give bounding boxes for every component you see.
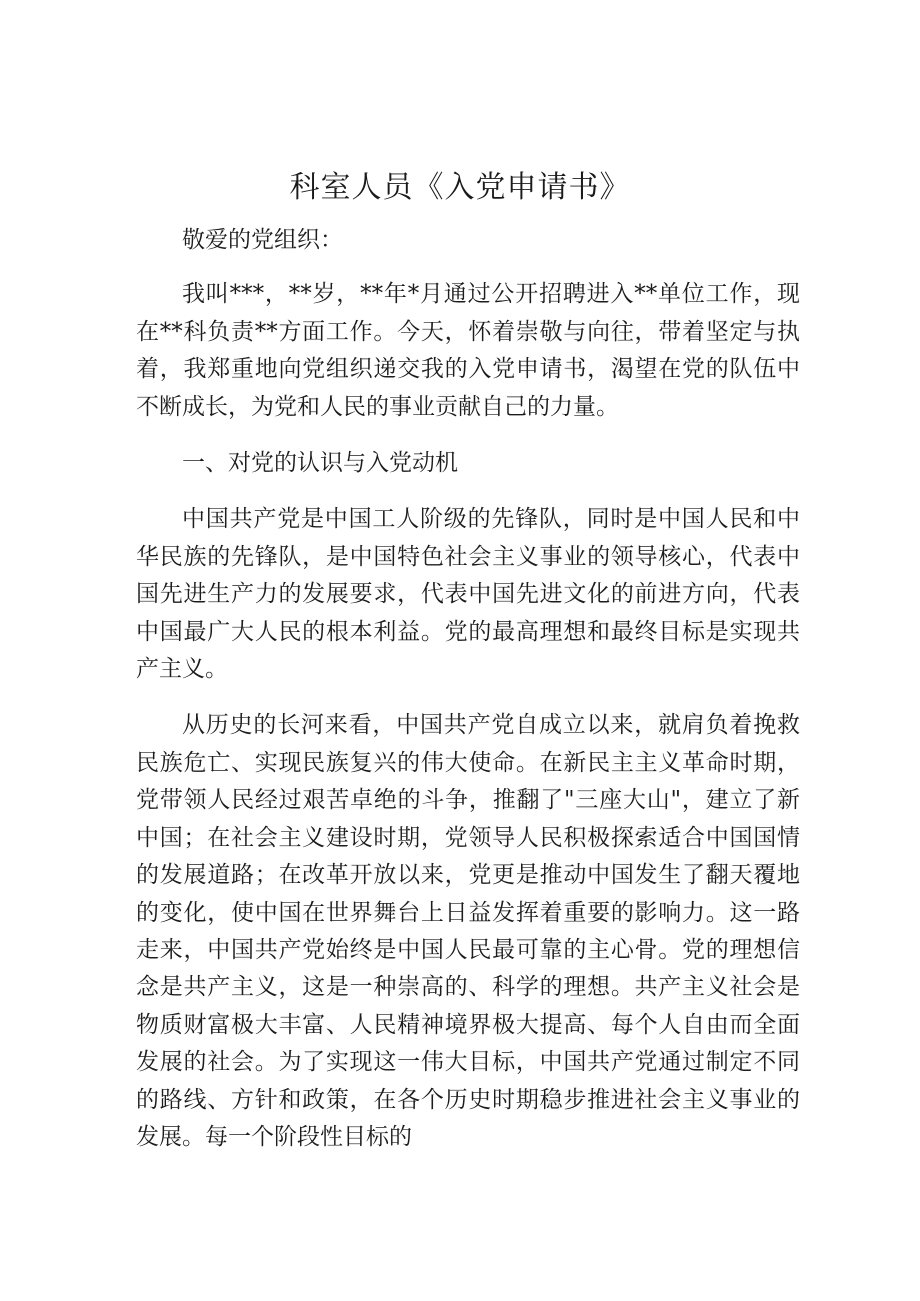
paragraph-introduction: 我叫***，**岁，**年*月通过公开招聘进入**单位工作，现在**科负责**方面工作。今天，怀着崇敬与向往，带着坚定与执着，我郑重地向党组织递交我的入党申请书，渴望在党的队伍中不断成长，为党和人民的事业贡献自己的力量。 [136, 281, 800, 420]
paragraph-party-history: 从历史的长河来看，中国共产党自成立以来，就肩负着挽救民族危亡、实现民族复兴的伟大使命。在新民主主义革命时期，党带领人民经过艰苦卓绝的斗争，推翻了"三座大山"，建立了新中国；在社会主义建设时期，党领导人民积极探索适合中国国情的发展道路；在改革开放以来，党更是推动中国发生了翻天覆地的变化，使中国在世界舞台上日益发挥着重要的影响力。这一路走来，中国共产党始终是中国人民最可靠的主心骨。党的理想信念是共产主义，这是一种崇高的、科学的理想。共产主义社会是物质财富极大丰富、人民精神境界极大提高、每个人自由而全面发展的社会。为了实现这一伟大目标，中国共产党通过制定不同的路线、方针和政策，在各个历史时期稳步推进社会主义事业的发展。每一个阶段性目标的 [136, 712, 800, 1150]
document-body [136, 222, 800, 1156]
section-heading: 一、对党的认识与入党动机 [182, 450, 458, 477]
paragraph-party-definition: 中国共产党是中国工人阶级的先锋队，同时是中国人民和中华民族的先锋队，是中国特色社会主义事业的领导核心，代表中国先进生产力的发展要求，代表中国先进文化的前进方向，代表中国最广大人民的根本利益。党的最高理想和最终目标是实现共产主义。 [136, 506, 800, 683]
document-title: 科室人员《入党申请书》 [289, 170, 631, 205]
salutation: 敬爱的党组织： [182, 227, 343, 253]
